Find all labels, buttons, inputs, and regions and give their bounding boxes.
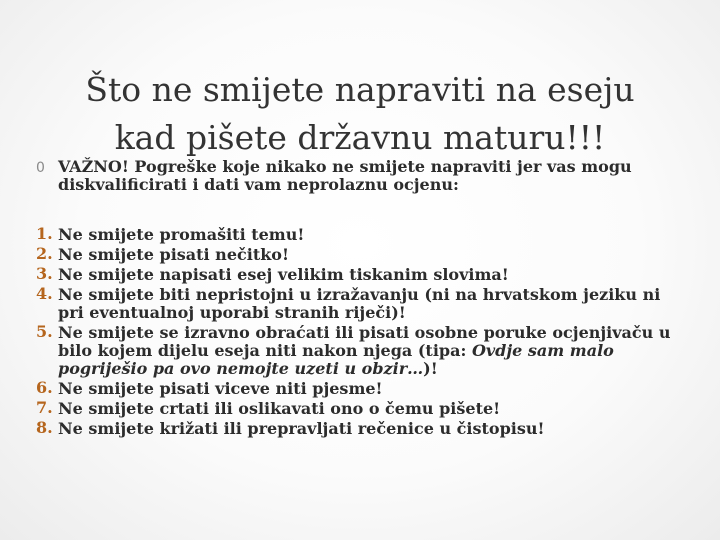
list-item	[36, 224, 686, 244]
item-number: 8.	[36, 418, 53, 437]
list-item	[36, 264, 686, 284]
item-text: Ne smijete crtati ili oslikavati ono o čemu pišete!	[58, 399, 501, 418]
list-item	[36, 418, 686, 438]
intro-text: VAŽNO! Pogreške koje nikako ne smijete napraviti jer vas mogu diskvalificirati i dati vam neprolaznu ocjenu:	[58, 157, 632, 194]
title-line-2: kad pišete državnu maturu!!!	[114, 118, 606, 158]
list-item	[36, 284, 686, 322]
item-text: Ne smijete promašiti temu!	[58, 225, 305, 244]
list-item	[36, 398, 686, 418]
item-number: 7.	[36, 398, 53, 417]
title-line-1: Što ne smijete napraviti na eseju	[85, 70, 635, 110]
item-text-tail: )!	[423, 359, 438, 378]
list-item	[36, 322, 686, 378]
item-text: Ne smijete pisati nečitko!	[58, 245, 289, 264]
item-number: 4.	[36, 284, 53, 303]
slide-title	[40, 66, 680, 162]
item-number: 1.	[36, 224, 53, 243]
item-number: 5.	[36, 322, 53, 341]
item-text-container	[58, 322, 686, 378]
intro-paragraph	[36, 158, 686, 194]
item-text: Ne smijete napisati esej velikim tiskanim slovima!	[58, 265, 509, 284]
item-text: Ne smijete pisati viceve niti pjesme!	[58, 379, 383, 398]
item-number: 3.	[36, 264, 53, 283]
item-text: Ne smijete križati ili prepravljati rečenice u čistopisu!	[58, 419, 545, 438]
rules-list	[36, 224, 686, 438]
item-text: Ne smijete se izravno obraćati ili pisati osobne poruke ocjenjivaču u bilo kojem dijelu eseja niti nakon njega (tipa:	[58, 323, 671, 360]
item-number: 6.	[36, 378, 53, 397]
item-number: 2.	[36, 244, 53, 263]
list-item	[36, 244, 686, 264]
item-text: Ne smijete biti nepristojni u izražavanju (ni na hrvatskom jeziku ni pri eventualnoj uporabi stranih riječi)!	[58, 285, 661, 322]
list-item	[36, 378, 686, 398]
intro-bullet-marker: 0	[36, 160, 45, 176]
item-italic-example: Ovdje sam malo pogriješio pa ovo nemojte uzeti u obzir…	[58, 341, 614, 378]
